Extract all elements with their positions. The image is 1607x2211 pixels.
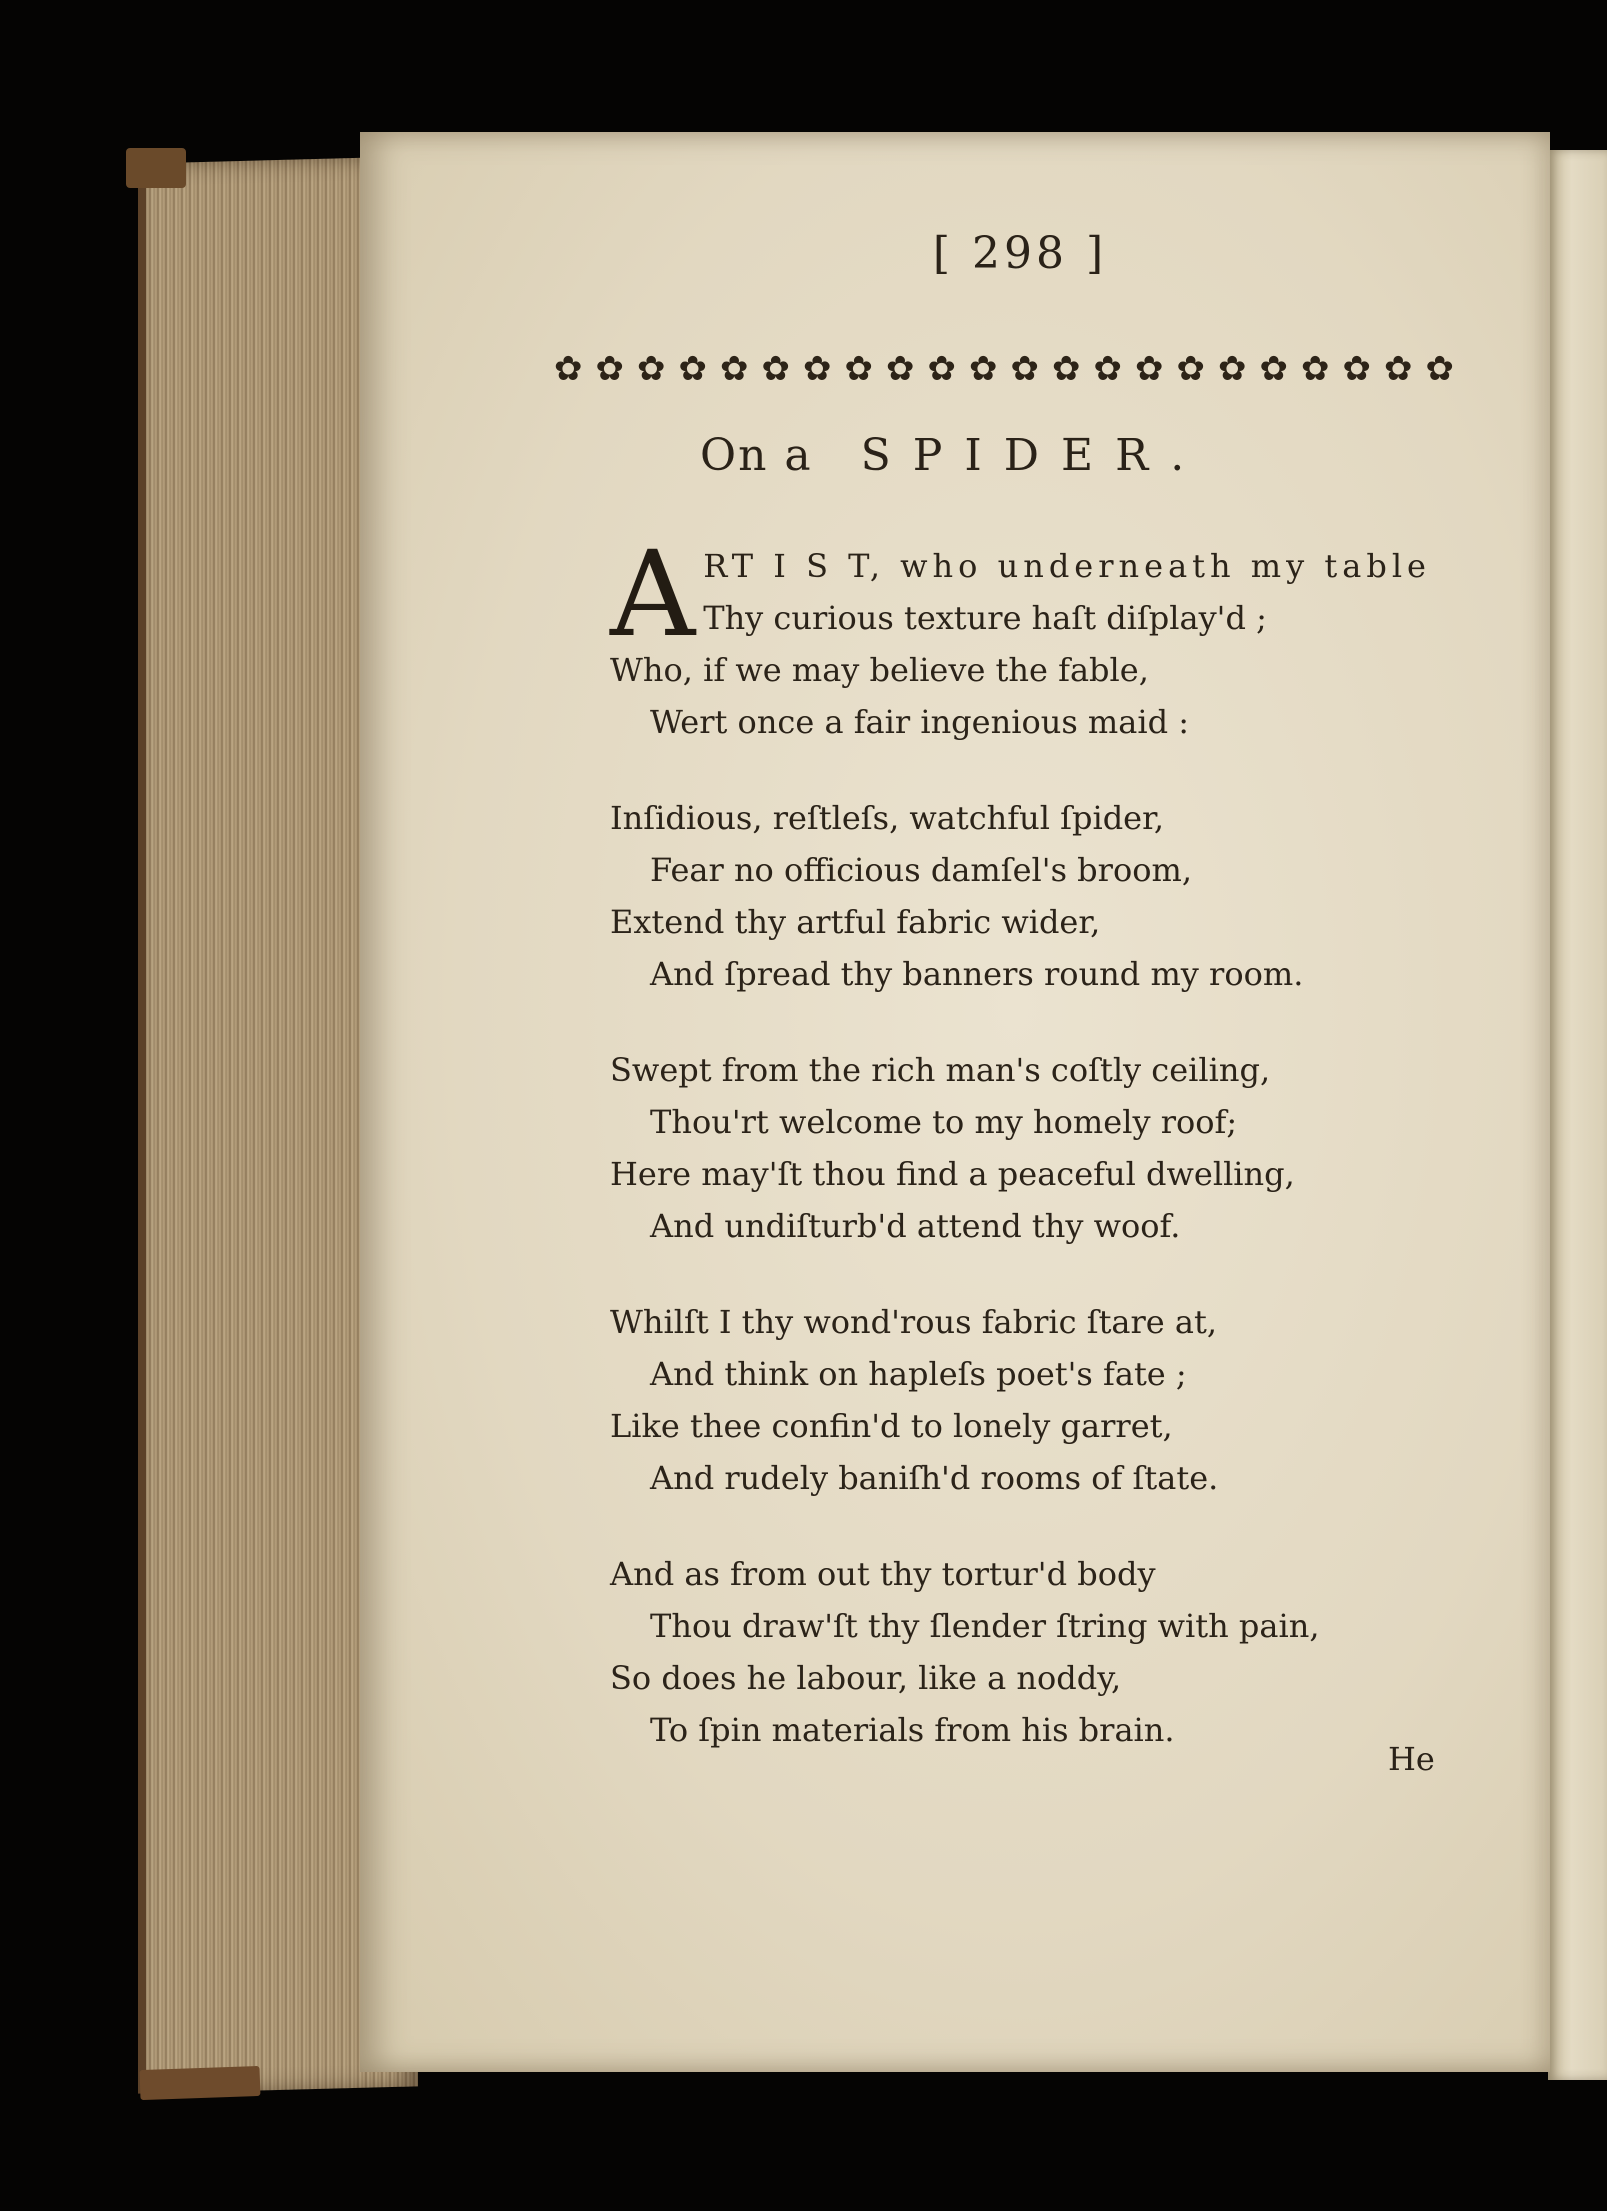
flower-ornament-icon: ✿ <box>1052 349 1081 389</box>
ornament-border <box>554 347 1454 391</box>
catchword: He <box>1388 1740 1435 1778</box>
poem-line: Inſidious, reſtleſs, watchful ſpider, <box>610 799 1165 837</box>
poem-line: Extend thy artful fabric wider, <box>610 903 1101 941</box>
title-main: SPIDER. <box>860 430 1207 481</box>
flower-ornament-icon: ✿ <box>1384 349 1413 389</box>
poem-line: To ſpin materials from his brain. <box>650 1711 1175 1749</box>
poem-line: Thou'rt welcome to my homely roof; <box>650 1103 1238 1141</box>
poem-line: And ſpread thy banners round my room. <box>650 955 1304 993</box>
flower-ornament-icon: ✿ <box>1218 349 1247 389</box>
flower-ornament-icon: ✿ <box>1301 349 1330 389</box>
flower-ornament-icon: ✿ <box>1259 349 1288 389</box>
flower-ornament-icon: ✿ <box>844 349 873 389</box>
poem-title <box>700 430 1400 481</box>
stanza <box>610 1044 1370 1252</box>
title-prefix: On a <box>700 430 813 481</box>
flower-ornament-icon: ✿ <box>595 349 624 389</box>
facing-page-edge <box>1548 150 1607 2080</box>
flower-ornament-icon: ✿ <box>1176 349 1205 389</box>
stanza <box>610 1548 1370 1756</box>
poem-line: Who, if we may believe the fable, <box>610 651 1149 689</box>
flower-ornament-icon: ✿ <box>554 349 583 389</box>
page-number: [ 298 ] <box>932 228 1108 279</box>
flower-ornament-icon: ✿ <box>1425 349 1454 389</box>
poem-line: So does he labour, like a noddy, <box>610 1659 1122 1697</box>
poem-line: Here may'ſt thou find a peaceful dwelling, <box>610 1155 1295 1193</box>
poem-line: And think on hapleſs poet's fate ; <box>650 1355 1187 1393</box>
drop-cap: A <box>610 525 696 663</box>
poem-line: Swept from the rich man's coſtly ceiling, <box>610 1051 1271 1089</box>
poem-body <box>610 525 1431 1800</box>
poem-line: Fear no officious damſel's broom, <box>650 851 1192 889</box>
stanza <box>610 792 1370 1000</box>
flower-ornament-icon: ✿ <box>637 349 666 389</box>
flower-ornament-icon: ✿ <box>1342 349 1371 389</box>
flower-ornament-icon: ✿ <box>886 349 915 389</box>
flower-ornament-icon: ✿ <box>720 349 749 389</box>
poem-line: Like thee confin'd to lonely garret, <box>610 1407 1173 1445</box>
flower-ornament-icon: ✿ <box>1093 349 1122 389</box>
flower-ornament-icon: ✿ <box>761 349 790 389</box>
poem-line: And undiſturb'd attend thy woof. <box>650 1207 1181 1245</box>
binding-bottom <box>140 2066 261 2100</box>
poem-line: Whilſt I thy wond'rous fabric ſtare at, <box>610 1303 1218 1341</box>
poem-line: Thy curious texture haſt diſplay'd ; <box>703 599 1267 637</box>
binding-corner <box>126 148 186 188</box>
flower-ornament-icon: ✿ <box>1010 349 1039 389</box>
poem-line: Wert once a fair ingenious maid : <box>650 703 1189 741</box>
poem-line: RT I S T, who underneath my table <box>703 547 1431 585</box>
flower-ornament-icon: ✿ <box>927 349 956 389</box>
flower-ornament-icon: ✿ <box>1135 349 1164 389</box>
flower-ornament-icon: ✿ <box>803 349 832 389</box>
poem-line: Thou draw'ſt thy ſlender ſtring with pain, <box>650 1607 1320 1645</box>
stanza <box>610 1296 1370 1504</box>
poem-line: And as from out thy tortur'd body <box>610 1555 1156 1593</box>
flower-ornament-icon: ✿ <box>678 349 707 389</box>
flower-ornament-icon: ✿ <box>969 349 998 389</box>
poem-line: And rudely baniſh'd rooms of ſtate. <box>650 1459 1219 1497</box>
stanza <box>610 525 1431 748</box>
